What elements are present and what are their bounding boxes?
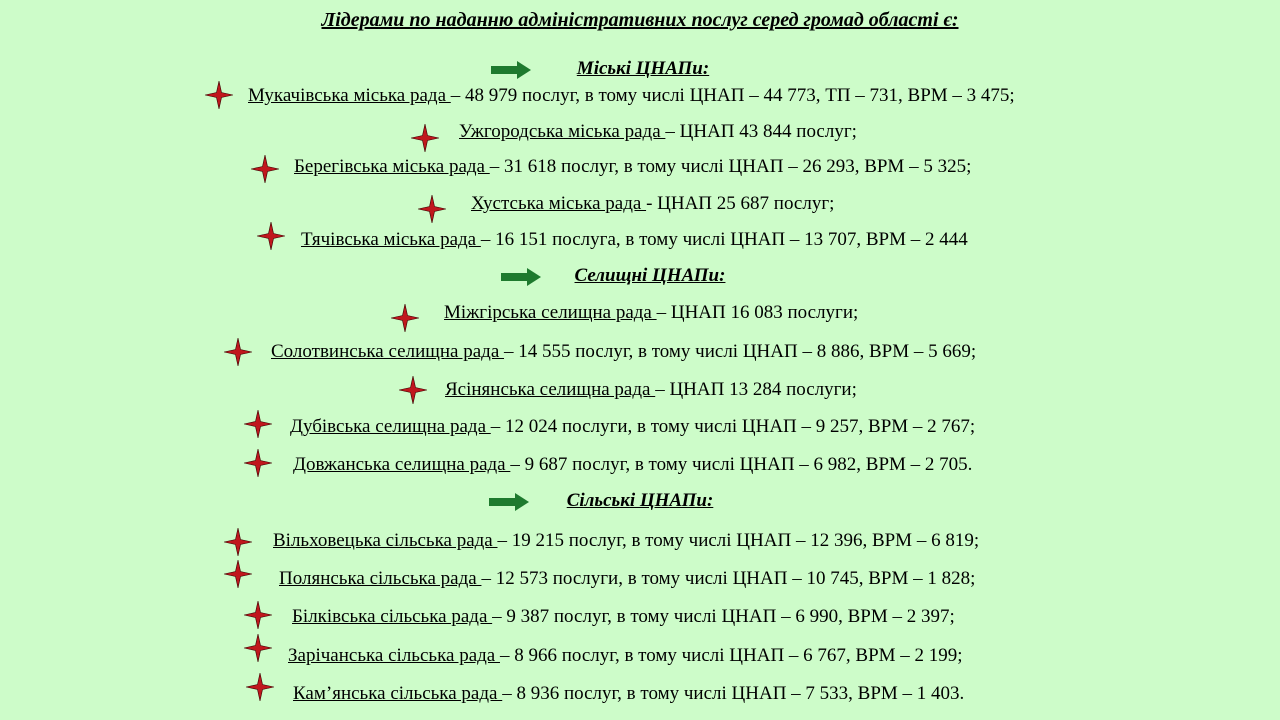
council-name: Дубівська селищна рада [290,416,491,437]
council-name: Зарічанська сільська рада [288,645,500,666]
council-stats: – ЦНАП 16 083 послуги; [656,302,859,323]
council-name: Міжгірська селищна рада [444,302,657,323]
council-stats: – 31 618 послуг, в тому числі ЦНАП – 26 293, ВРМ – 5 325; [489,156,972,177]
council-stats: – 19 215 послуг, в тому числі ЦНАП – 12 396, ВРМ – 6 819; [497,530,980,551]
four-point-star-icon [411,124,439,152]
list-item [294,156,971,178]
list-item [292,606,955,628]
list-item [293,683,964,705]
four-point-star-icon [244,410,272,438]
four-point-star-icon [391,304,419,332]
council-name: Ясінянська селищна рада [445,379,656,400]
four-point-star-icon [224,528,252,556]
page-title: Лідерами по наданню адміністративних послуг серед громад області є: [321,9,959,31]
council-stats: – ЦНАП 43 844 послуг; [665,121,857,142]
four-point-star-icon [224,338,252,366]
council-stats: – 48 979 послуг, в тому числі ЦНАП – 44 773, ТП – 731, ВРМ – 3 475; [450,85,1015,106]
four-point-star-icon [399,376,427,404]
list-item [271,341,976,363]
section-heading-settlement: Селищні ЦНАПи: [574,265,726,286]
list-item [290,416,975,438]
list-item [471,193,834,215]
four-point-star-icon [244,601,272,629]
council-stats: – 9 687 послуг, в тому числі ЦНАП – 6 982, ВРМ – 2 705. [510,454,973,475]
list-item [288,645,963,667]
council-name: Берегівська міська рада [294,156,490,177]
council-name: Ужгородська міська рада [459,121,666,142]
list-item [445,379,857,401]
four-point-star-icon [246,673,274,701]
list-item [248,85,1015,107]
council-stats: – 12 024 послуги, в тому числі ЦНАП – 9 257, ВРМ – 2 767; [490,416,976,437]
council-stats: – ЦНАП 13 284 послуги; [655,379,857,400]
council-name: Довжанська селищна рада [293,454,511,475]
council-name: Мукачівська міська рада [248,85,451,106]
council-stats: – 12 573 послуги, в тому числі ЦНАП – 10 745, ВРМ – 1 828; [481,568,976,589]
four-point-star-icon [418,195,446,223]
council-stats: – 14 555 послуг, в тому числі ЦНАП – 8 886, ВРМ – 5 669; [504,341,977,362]
list-item [301,229,968,251]
council-name: Хустська міська рада [471,193,647,214]
council-name: Полянська сільська рада [279,568,482,589]
four-point-star-icon [205,81,233,109]
council-stats: – 16 151 послуга, в тому числі ЦНАП – 13 707, ВРМ – 2 444 [480,229,968,250]
list-item [293,454,972,476]
list-item [444,302,858,324]
four-point-star-icon [251,155,279,183]
list-item [459,121,857,143]
council-name: Кам’янська сільська рада [293,683,503,704]
council-stats: - ЦНАП 25 687 послуг; [646,193,835,214]
council-stats: – 8 936 послуг, в тому числі ЦНАП – 7 533, ВРМ – 1 403. [502,683,965,704]
four-point-star-icon [244,634,272,662]
council-name: Тячівська міська рада [301,229,481,250]
list-item [273,530,979,552]
council-name: Білківська сільська рада [292,606,493,627]
section-heading-city: Міські ЦНАПи: [576,58,710,79]
section-heading-village: Сільські ЦНАПи: [566,490,714,511]
four-point-star-icon [224,560,252,588]
council-stats: – 9 387 послуг, в тому числі ЦНАП – 6 990, ВРМ – 2 397; [492,606,955,627]
four-point-star-icon [257,222,285,250]
council-stats: – 8 966 послуг, в тому числі ЦНАП – 6 767, ВРМ – 2 199; [499,645,963,666]
list-item [279,568,975,590]
council-name: Солотвинська селищна рада [271,341,505,362]
council-name: Вільховецька сільська рада [273,530,498,551]
four-point-star-icon [244,449,272,477]
